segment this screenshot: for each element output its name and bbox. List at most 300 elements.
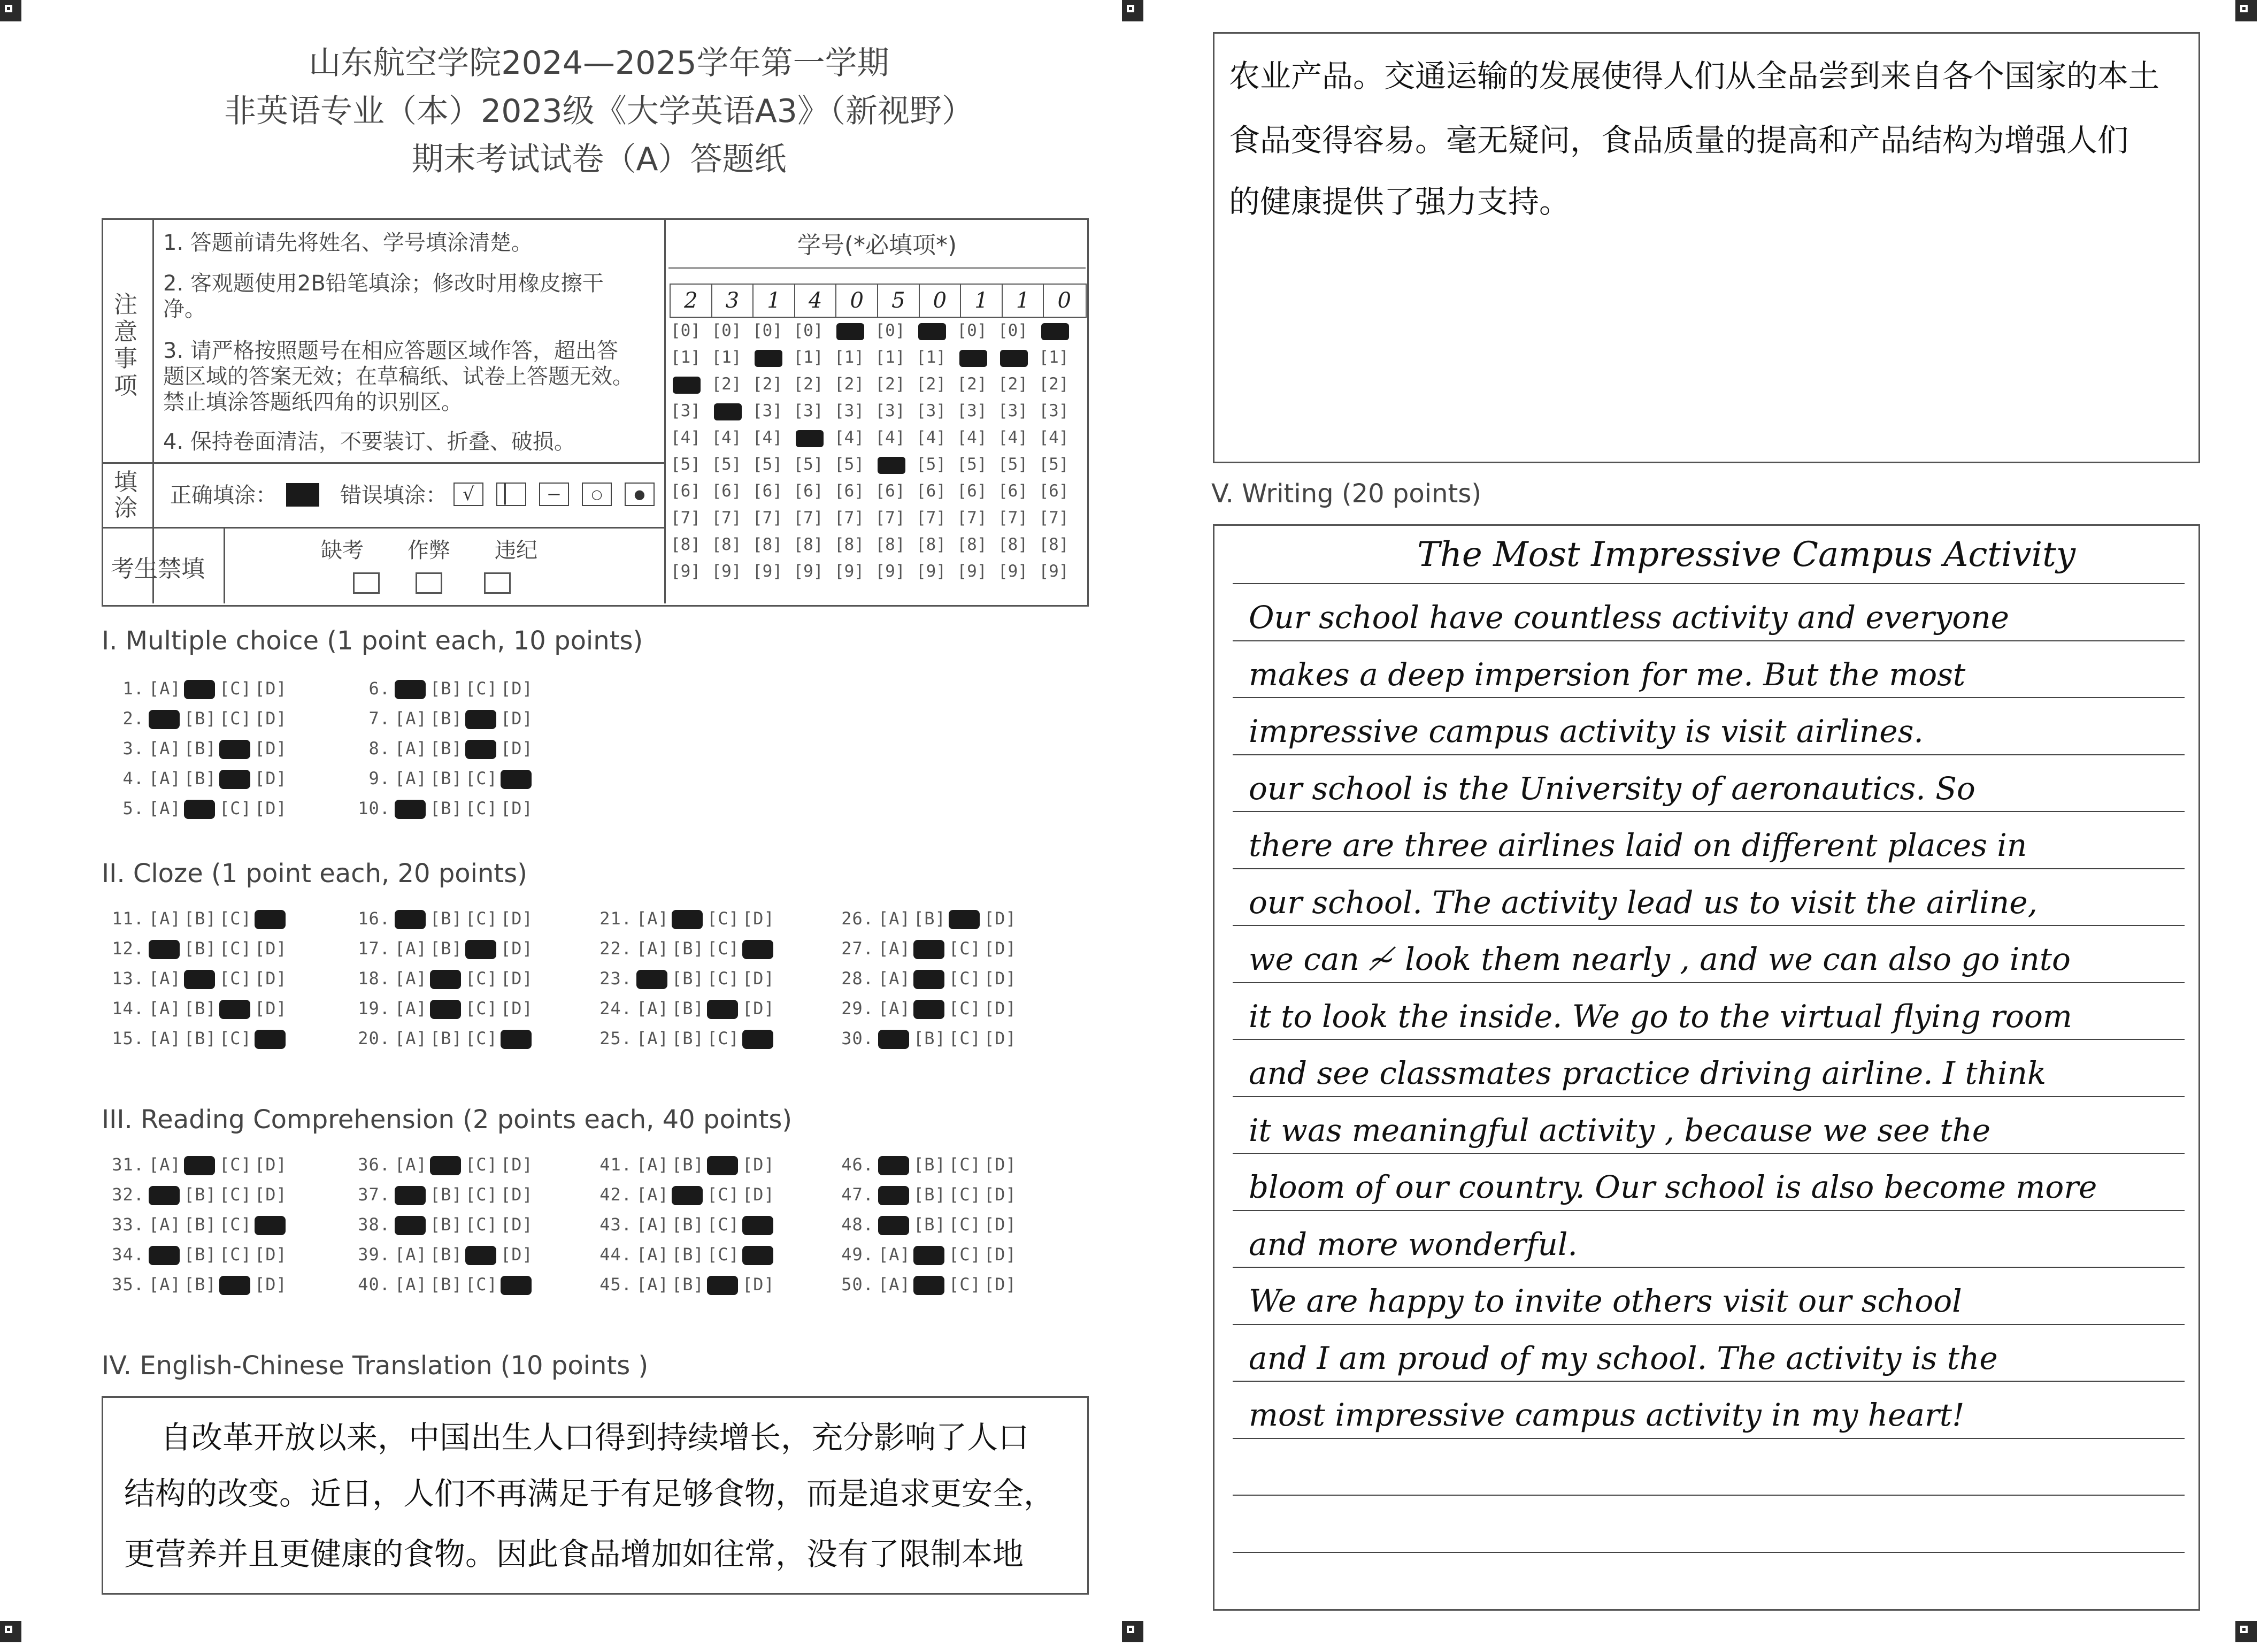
bubble-D[interactable]: [D]	[501, 798, 533, 818]
bubble-D[interactable]: [D]	[501, 708, 533, 729]
absent-checkbox[interactable]	[353, 572, 380, 594]
id-bubble[interactable]: [6]	[671, 481, 701, 501]
answer-row[interactable]	[111, 908, 286, 929]
bubble-D[interactable]: [D]	[742, 908, 775, 929]
id-bubble[interactable]: [7]	[875, 508, 905, 527]
answer-row[interactable]	[357, 678, 532, 699]
bubble-D[interactable]: [D]	[742, 1184, 775, 1205]
bubble-A[interactable]: [A]	[395, 708, 427, 729]
id-bubble[interactable]: [0]	[957, 321, 987, 340]
id-bubble-filled[interactable]	[1000, 350, 1028, 367]
bubble-filled-A[interactable]	[395, 1186, 426, 1205]
answer-row[interactable]	[841, 1274, 1015, 1295]
bubble-B[interactable]: [B]	[913, 908, 946, 929]
bubble-B[interactable]: [B]	[430, 1244, 463, 1265]
bubble-B[interactable]: [B]	[913, 1028, 946, 1048]
answer-row[interactable]	[111, 708, 286, 729]
id-bubble[interactable]: [8]	[752, 535, 782, 554]
bubble-filled-B[interactable]	[430, 1156, 461, 1175]
bubble-B[interactable]: [B]	[672, 1244, 704, 1265]
bubble-filled-B[interactable]	[913, 940, 944, 959]
bubble-C[interactable]: [C]	[219, 938, 252, 959]
bubble-A[interactable]: [A]	[149, 998, 181, 1019]
id-bubble[interactable]: [6]	[711, 481, 742, 501]
id-bubble[interactable]: [1]	[793, 348, 824, 367]
answer-row[interactable]	[357, 1154, 532, 1175]
id-bubble-filled[interactable]	[673, 377, 701, 394]
answer-row[interactable]	[111, 738, 286, 759]
id-bubble[interactable]: [5]	[916, 455, 946, 474]
bubble-filled-A[interactable]	[149, 1246, 180, 1265]
answer-row[interactable]	[111, 1184, 286, 1205]
id-bubble[interactable]: [7]	[793, 508, 824, 527]
answer-row[interactable]	[841, 968, 1015, 989]
bubble-D[interactable]: [D]	[501, 938, 533, 959]
bubble-B[interactable]: [B]	[430, 1184, 463, 1205]
bubble-C[interactable]: [C]	[219, 708, 252, 729]
id-bubble[interactable]: [7]	[916, 508, 946, 527]
bubble-filled-B[interactable]	[430, 970, 461, 989]
answer-row[interactable]	[599, 1154, 773, 1175]
answer-row[interactable]	[599, 1184, 773, 1205]
id-bubble-filled[interactable]	[755, 350, 782, 367]
bubble-C[interactable]: [C]	[219, 968, 252, 989]
id-bubble[interactable]: [8]	[998, 535, 1028, 554]
id-bubble[interactable]: [6]	[752, 481, 782, 501]
answer-row[interactable]	[357, 1274, 532, 1295]
bubble-A[interactable]: [A]	[149, 738, 181, 759]
bubble-B[interactable]: [B]	[184, 938, 217, 959]
id-bubble[interactable]: [3]	[1039, 401, 1069, 420]
bubble-B[interactable]: [B]	[430, 678, 463, 699]
bubble-D[interactable]: [D]	[742, 1274, 775, 1295]
id-bubble[interactable]: [1]	[1039, 348, 1069, 367]
id-bubble[interactable]: [3]	[752, 401, 782, 420]
id-bubble[interactable]: [2]	[916, 374, 946, 394]
bubble-filled-A[interactable]	[149, 940, 180, 959]
answer-row[interactable]	[357, 798, 532, 819]
bubble-A[interactable]: [A]	[636, 1274, 669, 1295]
bubble-D[interactable]: [D]	[984, 938, 1017, 959]
id-bubble[interactable]: [6]	[834, 481, 864, 501]
id-bubble[interactable]: [7]	[998, 508, 1028, 527]
id-bubble[interactable]: [5]	[711, 455, 742, 474]
id-bubble[interactable]: [9]	[671, 562, 701, 581]
bubble-A[interactable]: [A]	[636, 1028, 669, 1048]
bubble-B[interactable]: [B]	[430, 1214, 463, 1235]
bubble-filled-A[interactable]	[878, 1030, 909, 1049]
answer-row[interactable]	[357, 768, 532, 789]
bubble-B[interactable]: [B]	[430, 938, 463, 959]
bubble-B[interactable]: [B]	[672, 968, 704, 989]
bubble-C[interactable]: [C]	[949, 1184, 981, 1205]
bubble-A[interactable]: [A]	[395, 938, 427, 959]
bubble-C[interactable]: [C]	[465, 968, 498, 989]
bubble-filled-C[interactable]	[465, 940, 496, 959]
bubble-filled-A[interactable]	[149, 710, 180, 729]
bubble-filled-D[interactable]	[742, 1246, 773, 1265]
id-bubble[interactable]: [0]	[711, 321, 742, 340]
bubble-D[interactable]: [D]	[501, 678, 533, 699]
id-bubble[interactable]: [9]	[1039, 562, 1069, 581]
id-bubble[interactable]: [4]	[998, 428, 1028, 447]
bubble-filled-C[interactable]	[707, 1156, 738, 1175]
bubble-D[interactable]: [D]	[255, 678, 287, 699]
id-bubble[interactable]: [8]	[671, 535, 701, 554]
bubble-C[interactable]: [C]	[949, 1214, 981, 1235]
bubble-A[interactable]: [A]	[149, 1274, 181, 1295]
id-bubble[interactable]: [3]	[793, 401, 824, 420]
bubble-D[interactable]: [D]	[984, 1244, 1017, 1265]
id-bubble[interactable]: [2]	[957, 374, 987, 394]
bubble-C[interactable]: [C]	[219, 1028, 252, 1048]
bubble-D[interactable]: [D]	[501, 1214, 533, 1235]
bubble-A[interactable]: [A]	[149, 908, 181, 929]
bubble-filled-D[interactable]	[742, 940, 773, 959]
answer-row[interactable]	[357, 938, 532, 959]
id-bubble[interactable]: [3]	[834, 401, 864, 420]
id-bubble[interactable]: [9]	[834, 562, 864, 581]
bubble-C[interactable]: [C]	[465, 1154, 498, 1175]
bubble-B[interactable]: [B]	[672, 998, 704, 1019]
answer-row[interactable]	[841, 1154, 1015, 1175]
bubble-D[interactable]: [D]	[255, 998, 287, 1019]
student-id-digit-8[interactable]: 1	[1003, 285, 1044, 317]
id-bubble[interactable]: [8]	[1039, 535, 1069, 554]
student-id-digit-9[interactable]: 0	[1057, 288, 1071, 313]
answer-row[interactable]	[357, 1028, 532, 1049]
bubble-C[interactable]: [C]	[707, 1214, 740, 1235]
answer-row[interactable]	[111, 678, 286, 699]
id-bubble[interactable]: [5]	[1039, 455, 1069, 474]
bubble-filled-B[interactable]	[184, 970, 215, 989]
bubble-filled-A[interactable]	[878, 1156, 909, 1175]
answer-row[interactable]	[111, 798, 286, 819]
answer-row[interactable]	[841, 908, 1015, 929]
bubble-B[interactable]: [B]	[672, 1214, 704, 1235]
bubble-filled-B[interactable]	[672, 1186, 703, 1205]
bubble-C[interactable]: [C]	[949, 1244, 981, 1265]
answer-row[interactable]	[111, 1214, 286, 1235]
id-bubble[interactable]: [2]	[793, 374, 824, 394]
bubble-C[interactable]: [C]	[219, 908, 252, 929]
id-bubble[interactable]: [8]	[875, 535, 905, 554]
translation-continued-box[interactable]	[1213, 32, 2200, 463]
bubble-B[interactable]: [B]	[184, 908, 217, 929]
id-bubble[interactable]: [8]	[711, 535, 742, 554]
bubble-D[interactable]: [D]	[255, 708, 287, 729]
bubble-filled-C[interactable]	[707, 1276, 738, 1295]
id-bubble[interactable]: [9]	[916, 562, 946, 581]
id-bubble[interactable]: [0]	[998, 321, 1028, 340]
id-bubble[interactable]: [9]	[957, 562, 987, 581]
id-bubble[interactable]: [9]	[793, 562, 824, 581]
bubble-filled-C[interactable]	[465, 740, 496, 759]
id-bubble[interactable]: [0]	[793, 321, 824, 340]
bubble-A[interactable]: [A]	[636, 1244, 669, 1265]
bubble-C[interactable]: [C]	[707, 1244, 740, 1265]
bubble-filled-C[interactable]	[465, 1246, 496, 1265]
bubble-D[interactable]: [D]	[501, 998, 533, 1019]
student-id-digit-1[interactable]: 3	[712, 285, 754, 317]
answer-row[interactable]	[111, 1154, 286, 1175]
id-bubble[interactable]: [6]	[793, 481, 824, 501]
id-bubble-filled[interactable]	[714, 403, 742, 420]
bubble-A[interactable]: [A]	[149, 968, 181, 989]
id-bubble-filled[interactable]	[1041, 323, 1069, 340]
id-bubble[interactable]: [2]	[711, 374, 742, 394]
bubble-B[interactable]: [B]	[430, 738, 463, 759]
bubble-filled-C[interactable]	[707, 1000, 738, 1019]
bubble-B[interactable]: [B]	[184, 1028, 217, 1048]
bubble-A[interactable]: [A]	[395, 738, 427, 759]
bubble-filled-C[interactable]	[465, 710, 496, 729]
id-bubble[interactable]: [8]	[793, 535, 824, 554]
id-bubble[interactable]: [2]	[752, 374, 782, 394]
bubble-D[interactable]: [D]	[255, 1244, 287, 1265]
bubble-A[interactable]: [A]	[878, 968, 911, 989]
bubble-C[interactable]: [C]	[949, 1274, 981, 1295]
answer-row[interactable]	[599, 1244, 773, 1265]
id-bubble[interactable]: [5]	[957, 455, 987, 474]
bubble-D[interactable]: [D]	[255, 798, 287, 818]
bubble-filled-B[interactable]	[184, 1156, 215, 1175]
id-bubble[interactable]: [6]	[1039, 481, 1069, 501]
id-bubble-filled[interactable]	[878, 457, 905, 474]
answer-row[interactable]	[599, 938, 773, 959]
bubble-C[interactable]: [C]	[219, 1154, 252, 1175]
answer-row[interactable]	[111, 968, 286, 989]
id-bubble[interactable]: [9]	[875, 562, 905, 581]
bubble-A[interactable]: [A]	[149, 678, 181, 699]
bubble-A[interactable]: [A]	[878, 998, 911, 1019]
id-bubble[interactable]: [7]	[752, 508, 782, 527]
id-bubble[interactable]: [9]	[752, 562, 782, 581]
bubble-B[interactable]: [B]	[184, 1244, 217, 1265]
id-bubble[interactable]: [1]	[875, 348, 905, 367]
id-bubble[interactable]: [3]	[998, 401, 1028, 420]
bubble-A[interactable]: [A]	[149, 1214, 181, 1235]
id-bubble[interactable]: [3]	[671, 401, 701, 420]
bubble-A[interactable]: [A]	[395, 1244, 427, 1265]
bubble-D[interactable]: [D]	[984, 968, 1017, 989]
bubble-C[interactable]: [C]	[219, 798, 252, 818]
bubble-filled-B[interactable]	[184, 680, 215, 699]
bubble-D[interactable]: [D]	[255, 938, 287, 959]
bubble-D[interactable]: [D]	[984, 998, 1017, 1019]
answer-row[interactable]	[841, 938, 1015, 959]
bubble-B[interactable]: [B]	[430, 708, 463, 729]
student-id-digit-2[interactable]: 1	[754, 285, 795, 317]
id-bubble[interactable]: [9]	[998, 562, 1028, 581]
bubble-C[interactable]: [C]	[465, 678, 498, 699]
bubble-C[interactable]: [C]	[465, 768, 498, 788]
answer-row[interactable]	[111, 938, 286, 959]
bubble-C[interactable]: [C]	[465, 1214, 498, 1235]
bubble-D[interactable]: [D]	[742, 1154, 775, 1175]
bubble-filled-D[interactable]	[501, 770, 532, 789]
id-bubble[interactable]: [4]	[752, 428, 782, 447]
answer-row[interactable]	[111, 998, 286, 1019]
bubble-filled-A[interactable]	[878, 1186, 909, 1205]
bubble-filled-D[interactable]	[742, 1216, 773, 1235]
id-bubble[interactable]: [7]	[834, 508, 864, 527]
bubble-D[interactable]: [D]	[501, 1244, 533, 1265]
cheat-checkbox[interactable]	[416, 572, 442, 594]
bubble-D[interactable]: [D]	[501, 738, 533, 759]
id-bubble[interactable]: [4]	[834, 428, 864, 447]
bubble-A[interactable]: [A]	[395, 998, 427, 1019]
bubble-filled-B[interactable]	[672, 910, 703, 929]
answer-row[interactable]	[841, 1028, 1015, 1049]
id-bubble[interactable]: [5]	[834, 455, 864, 474]
bubble-D[interactable]: [D]	[255, 1184, 287, 1205]
bubble-B[interactable]: [B]	[913, 1154, 946, 1175]
bubble-filled-A[interactable]	[149, 1186, 180, 1205]
bubble-A[interactable]: [A]	[878, 1244, 911, 1265]
bubble-D[interactable]: [D]	[984, 1184, 1017, 1205]
answer-row[interactable]	[111, 768, 286, 789]
answer-row[interactable]	[841, 1214, 1015, 1235]
bubble-C[interactable]: [C]	[707, 938, 740, 959]
bubble-A[interactable]: [A]	[878, 908, 911, 929]
id-bubble[interactable]: [7]	[1039, 508, 1069, 527]
bubble-B[interactable]: [B]	[184, 738, 217, 759]
bubble-C[interactable]: [C]	[219, 678, 252, 699]
violation-checkbox[interactable]	[484, 572, 511, 594]
id-bubble[interactable]: [9]	[711, 562, 742, 581]
answer-row[interactable]	[599, 1274, 773, 1295]
answer-row[interactable]	[111, 1244, 286, 1265]
bubble-filled-D[interactable]	[742, 1030, 773, 1049]
bubble-C[interactable]: [C]	[949, 998, 981, 1019]
bubble-B[interactable]: [B]	[184, 998, 217, 1019]
bubble-D[interactable]: [D]	[984, 1274, 1017, 1295]
bubble-filled-B[interactable]	[430, 1000, 461, 1019]
id-bubble[interactable]: [3]	[875, 401, 905, 420]
bubble-C[interactable]: [C]	[707, 968, 740, 989]
bubble-C[interactable]: [C]	[949, 1154, 981, 1175]
id-bubble[interactable]: [3]	[916, 401, 946, 420]
id-bubble[interactable]: [7]	[671, 508, 701, 527]
bubble-D[interactable]: [D]	[501, 908, 533, 929]
bubble-A[interactable]: [A]	[636, 938, 669, 959]
id-bubble[interactable]: [4]	[671, 428, 701, 447]
bubble-C[interactable]: [C]	[465, 998, 498, 1019]
id-bubble[interactable]: [5]	[752, 455, 782, 474]
bubble-C[interactable]: [C]	[707, 1184, 740, 1205]
bubble-A[interactable]: [A]	[395, 968, 427, 989]
bubble-D[interactable]: [D]	[742, 968, 775, 989]
answer-row[interactable]	[357, 1244, 532, 1265]
bubble-filled-D[interactable]	[255, 1216, 286, 1235]
bubble-C[interactable]: [C]	[465, 908, 498, 929]
answer-row[interactable]	[599, 908, 773, 929]
bubble-filled-C[interactable]	[219, 1000, 250, 1019]
bubble-filled-A[interactable]	[878, 1216, 909, 1235]
answer-row[interactable]	[357, 908, 532, 929]
id-bubble[interactable]: [8]	[957, 535, 987, 554]
bubble-C[interactable]: [C]	[465, 1274, 498, 1295]
student-id-bubble-grid[interactable]	[671, 321, 1088, 594]
student-id-digit-0[interactable]: 2	[671, 285, 712, 317]
bubble-B[interactable]: [B]	[672, 1028, 704, 1048]
bubble-D[interactable]: [D]	[742, 998, 775, 1019]
bubble-filled-B[interactable]	[913, 1000, 944, 1019]
bubble-B[interactable]: [B]	[913, 1184, 946, 1205]
id-bubble[interactable]: [2]	[1039, 374, 1069, 394]
id-bubble[interactable]: [4]	[711, 428, 742, 447]
bubble-B[interactable]: [B]	[184, 708, 217, 729]
bubble-D[interactable]: [D]	[501, 1184, 533, 1205]
answer-row[interactable]	[357, 708, 532, 729]
id-bubble[interactable]: [1]	[916, 348, 946, 367]
id-bubble[interactable]: [6]	[957, 481, 987, 501]
answer-row[interactable]	[599, 968, 773, 989]
bubble-C[interactable]: [C]	[949, 968, 981, 989]
bubble-A[interactable]: [A]	[149, 798, 181, 818]
bubble-filled-B[interactable]	[913, 1246, 944, 1265]
bubble-D[interactable]: [D]	[255, 738, 287, 759]
id-bubble-filled[interactable]	[836, 323, 864, 340]
answer-row[interactable]	[841, 1244, 1015, 1265]
id-bubble[interactable]: [2]	[875, 374, 905, 394]
bubble-D[interactable]: [D]	[984, 908, 1017, 929]
bubble-C[interactable]: [C]	[219, 1244, 252, 1265]
bubble-B[interactable]: [B]	[672, 938, 704, 959]
answer-row[interactable]	[599, 1214, 773, 1235]
bubble-filled-D[interactable]	[255, 910, 286, 929]
bubble-B[interactable]: [B]	[430, 908, 463, 929]
id-bubble[interactable]: [8]	[916, 535, 946, 554]
id-bubble[interactable]: [4]	[916, 428, 946, 447]
id-bubble[interactable]: [6]	[875, 481, 905, 501]
id-bubble-filled[interactable]	[796, 430, 824, 447]
bubble-filled-C[interactable]	[219, 740, 250, 759]
bubble-A[interactable]: [A]	[395, 1154, 427, 1175]
bubble-C[interactable]: [C]	[465, 798, 498, 818]
bubble-C[interactable]: [C]	[219, 1184, 252, 1205]
bubble-filled-D[interactable]	[501, 1030, 532, 1049]
bubble-B[interactable]: [B]	[672, 1154, 704, 1175]
bubble-filled-A[interactable]	[395, 680, 426, 699]
id-bubble[interactable]: [2]	[998, 374, 1028, 394]
bubble-A[interactable]: [A]	[636, 1154, 669, 1175]
bubble-B[interactable]: [B]	[430, 798, 463, 818]
id-bubble[interactable]: [1]	[711, 348, 742, 367]
answer-row[interactable]	[841, 998, 1015, 1019]
id-bubble[interactable]: [0]	[875, 321, 905, 340]
bubble-A[interactable]: [A]	[149, 1154, 181, 1175]
id-bubble[interactable]: [3]	[957, 401, 987, 420]
bubble-A[interactable]: [A]	[636, 908, 669, 929]
student-id-digit-3[interactable]: 4	[795, 285, 837, 317]
bubble-filled-A[interactable]	[395, 1216, 426, 1235]
bubble-C[interactable]: [C]	[707, 908, 740, 929]
bubble-filled-D[interactable]	[255, 1030, 286, 1049]
id-bubble[interactable]: [4]	[875, 428, 905, 447]
bubble-filled-A[interactable]	[395, 910, 426, 929]
bubble-B[interactable]: [B]	[184, 768, 217, 788]
answer-row[interactable]	[111, 1274, 286, 1295]
id-bubble[interactable]: [6]	[916, 481, 946, 501]
bubble-C[interactable]: [C]	[707, 1028, 740, 1048]
id-bubble[interactable]: [1]	[671, 348, 701, 367]
bubble-D[interactable]: [D]	[501, 968, 533, 989]
answer-row[interactable]	[111, 1028, 286, 1049]
id-bubble[interactable]: [5]	[998, 455, 1028, 474]
bubble-C[interactable]: [C]	[465, 1184, 498, 1205]
